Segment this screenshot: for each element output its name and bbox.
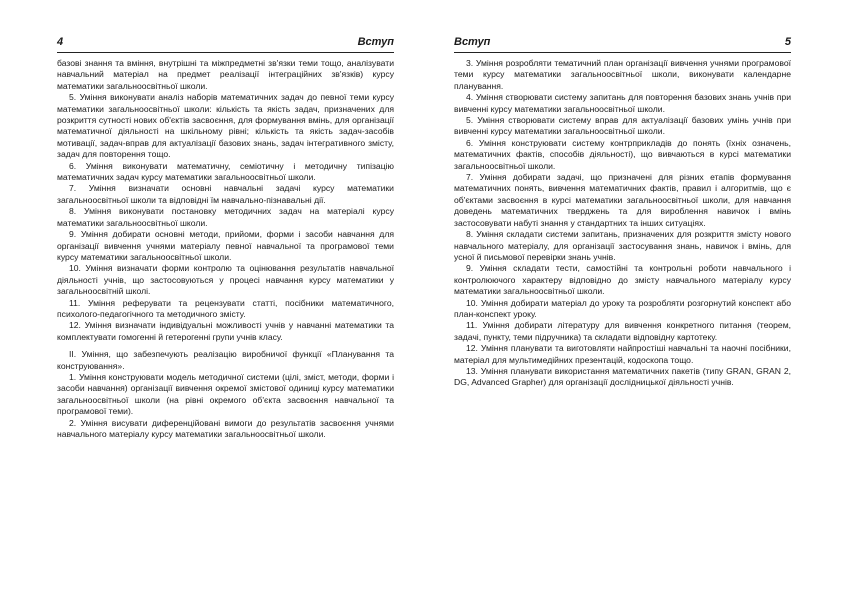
paragraph: 6. Уміння конструювати систему контрприкладів до понять (їхніх означень, математичних фактів, способів діяльності), що вивчаються в курсі математики загальноосвітньої школи. xyxy=(454,137,791,171)
paragraph: 3. Уміння розробляти тематичний план організації вивчення учнями програмової теми курсу математики загальноосвітньої школи, виконувати календарне планування. xyxy=(454,58,791,91)
section-heading: II. Уміння, що забезпечують реалізацію виробничої функції «Планування та конструювання». xyxy=(57,349,394,371)
paragraph: 2. Уміння висувати диференційовані вимоги до результатів засвоєння учнями навчального матеріалу курсу математики загальноосвітньої школи. xyxy=(57,417,394,439)
left-page-running-title: Вступ xyxy=(357,36,394,48)
paragraph: 7. Уміння визначати основні навчальні задачі курсу математики загальноосвітньої школи та відповідні їм навчально-пізнавальні дії. xyxy=(57,183,394,205)
right-page-running-title: Вступ xyxy=(454,36,491,48)
right-page-number: 5 xyxy=(784,36,791,48)
paragraph: 4. Уміння створювати систему запитань для повторення базових знань учнів при вивченні курсу математики загальноосвітньої школи. xyxy=(454,92,791,114)
right-page-header xyxy=(454,36,791,53)
paragraph: 8. Уміння виконувати постановку методичних задач на матеріалі курсу математики загальноосвітньої школи. xyxy=(57,206,394,228)
paragraph: 6. Уміння виконувати математичну, семіотичну і методичну типізацію математичних задач курсу математики загальноосвітньої школи. xyxy=(57,160,394,183)
paragraph: 7. Уміння добирати задачі, що призначені для різних етапів формування математичних понять, вивчення математичних фактів, правил і алгоритмів, що є об'єктами засвоєння в курсі математики загальноосвітньої школи, для навчання доведень математичних тверджень та для вироблення навичок і вмінь застосовувати набуті знання у стандартних та інших ситуаціях. xyxy=(454,172,791,228)
left-page-number: 4 xyxy=(57,36,64,48)
paragraph: 9. Уміння складати тести, самостійні та контрольні роботи навчального і контролюючого характеру відповідно до змісту навчального матеріалу курсу математики загальноосвітньої школи. xyxy=(454,263,791,297)
paragraph: 9. Уміння добирати основні методи, прийоми, форми і засоби навчання для організації вивчення учнями матеріалу певної навчальної та програмової теми курсу математики загальноосвітньої школи. xyxy=(57,229,394,262)
paragraph: 8. Уміння складати системи запитань, призначених для розкриття змісту нового навчального матеріалу, для організації застосування знань, навичок і вмінь, для усної й письмової перевірки знань учнів. xyxy=(454,229,791,262)
paragraph: 10. Уміння визначати форми контролю та оцінювання результатів навчальної діяльності учнів, що застосовуються у процесі навчання курсу математики у загальноосвітній школі. xyxy=(57,263,394,297)
paragraph: 5. Уміння виконувати аналіз наборів математичних задач до певної теми курсу математики загальноосвітньої школи: кількість та якість задач, призначених для розкриття сутності нових об'єктів засвоєння, для формування вмінь, для організації математичної діяльності на шкільному рівні; кількість та якість задач-засобів мотивації, задач-вправ для актуалізації базових знань, задач інтегративного змісту, задач для повторення тощо. xyxy=(57,92,394,160)
paragraph: 5. Уміння створювати систему вправ для актуалізації базових умінь учнів при вивченні курсу математики загальноосвітньої школи. xyxy=(454,115,791,137)
left-page xyxy=(57,36,394,556)
right-page xyxy=(454,36,791,556)
left-page-body xyxy=(57,58,394,440)
paragraph: базові знання та вміння, внутрішні та міжпредметні зв'язки теми тощо, аналізувати навчальний матеріал на предмет реалізації інтеграційних зв'язків) курсу математики загальноосвітньої школи. xyxy=(57,58,394,91)
paragraph: 12. Уміння визначати індивідуальні можливості учнів у навчанні математики та комплектувати гомогенні й гетерогенні групи учнів класу. xyxy=(57,320,394,342)
paragraph: 13. Уміння планувати використання математичних пакетів (типу GRAN, GRAN 2, DG, Advanced Grapher) для організації дослідницької діяльності учнів. xyxy=(454,365,791,388)
right-page-body xyxy=(454,58,791,389)
paragraph: 11. Уміння добирати літературу для вивчення конкретного питання (теорем, задачі, пункту, теми підручника) та складати відповідну картотеку. xyxy=(454,320,791,342)
paragraph: 11. Уміння реферувати та рецензувати статті, посібники математичного, психолого-педагогічного та методичного змісту. xyxy=(57,297,394,319)
paragraph: 10. Уміння добирати матеріал до уроку та розробляти розгорнутий конспект або план-конспект уроку. xyxy=(454,297,791,319)
left-page-header xyxy=(57,36,394,53)
paragraph: 12. Уміння планувати та виготовляти найпростіші навчальні та наочні посібники, матеріал для мультимедійних презентацій, кодоскопа тощо. xyxy=(454,343,791,365)
paragraph: 1. Уміння конструювати модель методичної системи (цілі, зміст, методи, форми і засоби навчання) організації вивчення окремої змістової одиниці курсу математики загальноосвітньої школи (на рівні окремого об'єкта засвоєння навчальної та програмової теми). xyxy=(57,371,394,417)
